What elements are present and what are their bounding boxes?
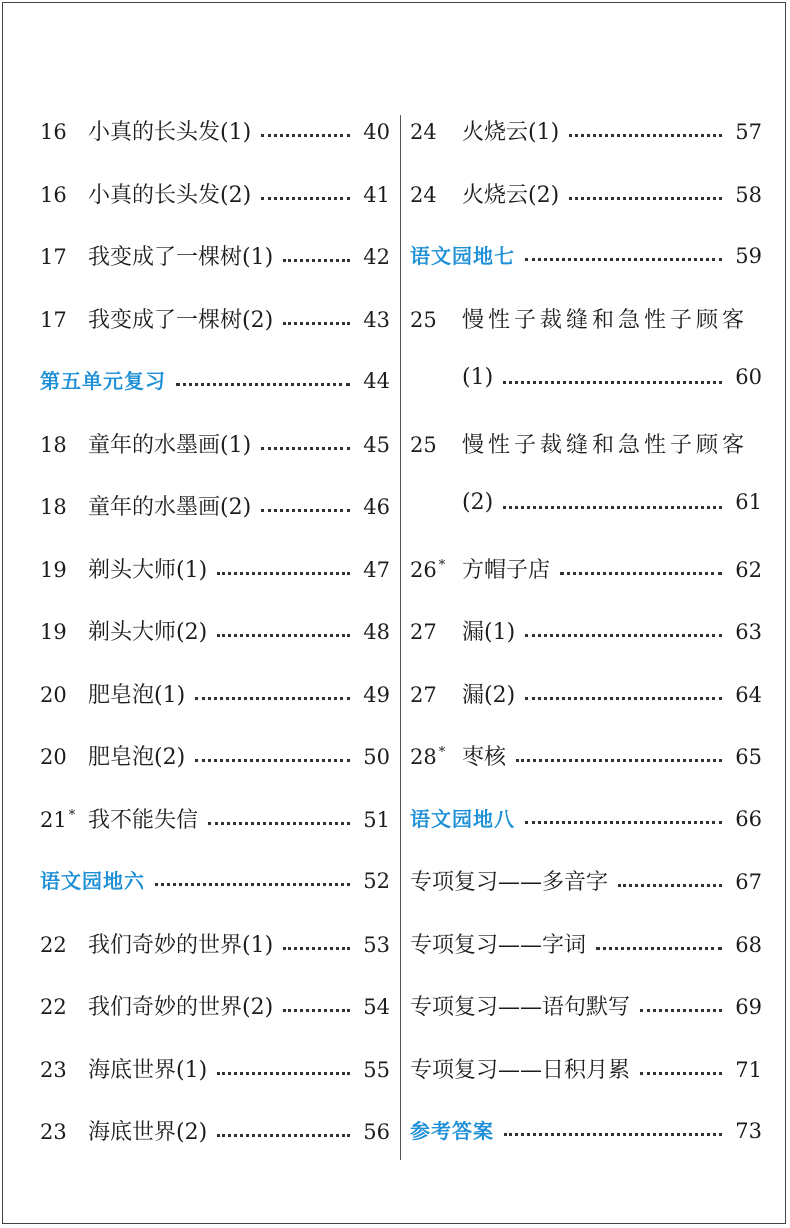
lesson-number-text: 23 [40, 1057, 67, 1082]
entry-title: 小真的长头发(1) [88, 120, 252, 145]
section-title: 语文园地七 [410, 244, 515, 268]
toc-entry[interactable] [410, 678, 762, 709]
lesson-number-text: 22 [40, 932, 67, 957]
toc-entry[interactable] [410, 115, 762, 146]
toc-entry[interactable] [410, 490, 762, 515]
leader-dots [569, 134, 722, 137]
section-title: 第五单元复习 [40, 369, 166, 393]
lesson-number-text: 20 [40, 682, 67, 707]
lesson-number-text: 21 [40, 807, 67, 832]
page-number: 42 [363, 245, 390, 269]
section-title: 参考答案 [410, 1119, 494, 1143]
lesson-number [40, 1058, 88, 1082]
lesson-number [40, 558, 88, 582]
entry-title: 漏(2) [462, 682, 516, 708]
leader-dots [504, 1133, 722, 1136]
lesson-number [40, 245, 88, 269]
entry-title: 海底世界(1) [88, 1057, 208, 1083]
leader-dots [569, 197, 722, 200]
toc-entry[interactable] [40, 990, 390, 1021]
optional-lesson-star: * [438, 557, 446, 573]
entry-title: 童年的水墨画(1) [88, 432, 252, 458]
lesson-number [40, 495, 88, 519]
entry-title: 剃头大师(1) [88, 557, 208, 583]
entry-title: 专项复习——日积月累 [410, 1057, 631, 1083]
entry-title: 方帽子店 [462, 557, 551, 583]
toc-entry[interactable] [40, 553, 390, 584]
entry-title: 海底世界(2) [88, 1120, 208, 1145]
page-number: 73 [735, 1119, 762, 1143]
page-number: 57 [735, 120, 762, 144]
leader-dots [176, 383, 350, 386]
lesson-number-text: 19 [40, 557, 67, 582]
lesson-number [40, 620, 88, 644]
toc-entry[interactable] [410, 240, 762, 269]
page-number: 52 [363, 869, 390, 893]
optional-lesson-star: * [438, 745, 446, 760]
lesson-number-text: 17 [40, 307, 67, 332]
leader-dots [195, 697, 350, 700]
lesson-number-text: 23 [40, 1120, 67, 1144]
entry-title: 我变成了一棵树(1) [88, 245, 274, 270]
section-title: 语文园地八 [410, 806, 515, 831]
toc-entry[interactable] [410, 990, 762, 1021]
toc-entry[interactable] [410, 928, 762, 959]
lesson-number-text: 19 [40, 620, 67, 644]
lesson-number [40, 183, 88, 207]
leader-dots [525, 821, 722, 824]
lesson-number [410, 558, 462, 582]
lesson-number [410, 308, 462, 332]
page-number: 71 [735, 1057, 762, 1082]
leader-dots [217, 1072, 350, 1075]
lesson-number-text: 24 [410, 120, 437, 144]
page-number: 60 [735, 365, 762, 389]
toc-entry[interactable] [410, 553, 762, 584]
entry-title: 我不能失信 [88, 807, 199, 833]
page-number: 43 [363, 307, 390, 332]
entry-title: 枣核 [462, 745, 507, 770]
entry-title: 火烧云(2) [462, 182, 560, 208]
entry-title: 火烧云(1) [462, 120, 560, 145]
page-number: 62 [735, 557, 762, 582]
lesson-number [40, 995, 88, 1019]
lesson-number [40, 933, 88, 957]
leader-dots [525, 634, 722, 637]
toc-entry[interactable] [40, 1115, 390, 1146]
page-number: 68 [735, 932, 762, 957]
entry-title: 我变成了一棵树(2) [88, 307, 274, 333]
lesson-number-text: 25 [410, 432, 437, 457]
entry-title: (1) [462, 365, 494, 390]
leader-dots [283, 322, 350, 325]
lesson-number-text: 16 [40, 120, 67, 144]
page-number: 64 [735, 682, 762, 707]
column-divider [400, 115, 401, 1160]
lesson-number [40, 745, 88, 769]
toc-entry[interactable] [410, 428, 762, 459]
toc-entry[interactable] [40, 1053, 390, 1084]
page-number: 44 [363, 369, 390, 393]
toc-entry[interactable] [40, 678, 390, 709]
leader-dots [618, 884, 722, 887]
leader-dots [283, 947, 350, 950]
lesson-number-text: 24 [410, 182, 437, 207]
lesson-number [410, 683, 462, 707]
leader-dots [155, 883, 350, 886]
entry-title: 童年的水墨画(2) [88, 495, 252, 520]
leader-dots [596, 947, 722, 950]
page-number: 63 [735, 620, 762, 644]
lesson-number-text: 27 [410, 682, 437, 707]
toc-entry[interactable] [40, 178, 390, 209]
entry-title: 专项复习——字词 [410, 932, 587, 958]
lesson-number [410, 745, 462, 769]
toc-entry[interactable] [410, 1115, 762, 1144]
page-number: 40 [363, 120, 390, 144]
leader-dots [525, 697, 722, 700]
lesson-number [40, 683, 88, 707]
entry-title: 专项复习——多音字 [410, 870, 609, 895]
page-number: 67 [735, 870, 762, 894]
section-title: 语文园地六 [40, 869, 145, 893]
entry-title: 漏(1) [462, 620, 516, 645]
toc-entry[interactable] [40, 303, 390, 334]
entry-title: 小真的长头发(2) [88, 182, 252, 208]
page-number: 53 [363, 932, 390, 957]
lesson-number [40, 433, 88, 457]
lesson-number-text: 16 [40, 182, 67, 207]
leader-dots [208, 822, 350, 825]
page-number: 56 [363, 1120, 390, 1144]
leader-dots [640, 1072, 722, 1075]
entry-title: 慢性子裁缝和急性子顾客 [462, 432, 749, 458]
lesson-number-text: 20 [40, 745, 67, 769]
leader-dots [283, 1009, 350, 1012]
lesson-number-text: 25 [410, 307, 437, 332]
leader-dots [261, 447, 350, 450]
toc-entry[interactable] [410, 365, 762, 390]
entry-title: 专项复习——语句默写 [410, 995, 631, 1020]
toc-entry[interactable] [40, 365, 390, 394]
page-number: 55 [363, 1057, 390, 1082]
leader-dots [261, 197, 350, 200]
entry-title: 我们奇妙的世界(1) [88, 932, 274, 958]
leader-dots [217, 1134, 350, 1137]
lesson-number-text: 17 [40, 245, 67, 269]
leader-dots [217, 634, 350, 637]
lesson-number-text: 27 [410, 620, 437, 644]
entry-title: 我们奇妙的世界(2) [88, 995, 274, 1020]
page-number: 49 [363, 682, 390, 707]
leader-dots [261, 134, 350, 137]
toc-entry[interactable] [40, 428, 390, 459]
toc-entry[interactable] [40, 615, 390, 646]
page-number: 69 [735, 995, 762, 1019]
page-number: 45 [363, 432, 390, 457]
toc-entry[interactable] [40, 115, 390, 146]
leader-dots [525, 258, 722, 261]
lesson-number [40, 1120, 88, 1144]
leader-dots [640, 1009, 722, 1012]
lesson-number [40, 808, 88, 832]
leader-dots [516, 759, 722, 762]
page-number: 58 [735, 182, 762, 207]
page-number: 66 [735, 806, 762, 831]
optional-lesson-star: * [68, 807, 76, 823]
lesson-number [40, 308, 88, 332]
page-number: 48 [363, 620, 390, 644]
lesson-number-text: 18 [40, 432, 67, 457]
page-number: 54 [363, 995, 390, 1019]
leader-dots [283, 259, 350, 262]
lesson-number-text: 18 [40, 495, 67, 519]
leader-dots [560, 572, 722, 575]
toc-entry[interactable] [40, 490, 390, 521]
leader-dots [261, 509, 350, 512]
toc-entry[interactable] [40, 803, 390, 834]
lesson-number [410, 620, 462, 644]
page-number: 47 [363, 557, 390, 582]
toc-entry[interactable] [40, 928, 390, 959]
lesson-number [410, 183, 462, 207]
lesson-number [410, 433, 462, 457]
toc-entry[interactable] [410, 303, 762, 334]
page-number: 50 [363, 745, 390, 769]
toc-entry[interactable] [410, 178, 762, 209]
lesson-number [410, 120, 462, 144]
lesson-number-text: 28 [410, 745, 437, 769]
toc-entry[interactable] [410, 740, 762, 771]
entry-title: 剃头大师(2) [88, 620, 208, 645]
entry-title: (2) [462, 490, 494, 515]
toc-entry[interactable] [410, 803, 762, 832]
leader-dots [503, 506, 722, 509]
lesson-number-text: 22 [40, 995, 67, 1019]
page-number: 61 [735, 490, 762, 514]
lesson-number-text: 26 [410, 557, 437, 582]
page-number: 59 [735, 244, 762, 268]
leader-dots [503, 381, 722, 384]
toc-entry[interactable] [410, 865, 762, 896]
toc-entry[interactable] [410, 615, 762, 646]
toc-entry[interactable] [40, 740, 390, 771]
toc-entry[interactable] [40, 865, 390, 894]
leader-dots [217, 572, 350, 575]
toc-entry[interactable] [40, 240, 390, 271]
entry-title: 肥皂泡(2) [88, 745, 186, 770]
lesson-number [40, 120, 88, 144]
page-number: 51 [363, 807, 390, 832]
page-number: 41 [363, 182, 390, 207]
leader-dots [195, 759, 350, 762]
entry-title: 慢性子裁缝和急性子顾客 [462, 307, 749, 333]
entry-title: 肥皂泡(1) [88, 682, 186, 708]
toc-entry[interactable] [410, 1053, 762, 1084]
page-number: 65 [735, 745, 762, 769]
page-number: 46 [363, 495, 390, 519]
